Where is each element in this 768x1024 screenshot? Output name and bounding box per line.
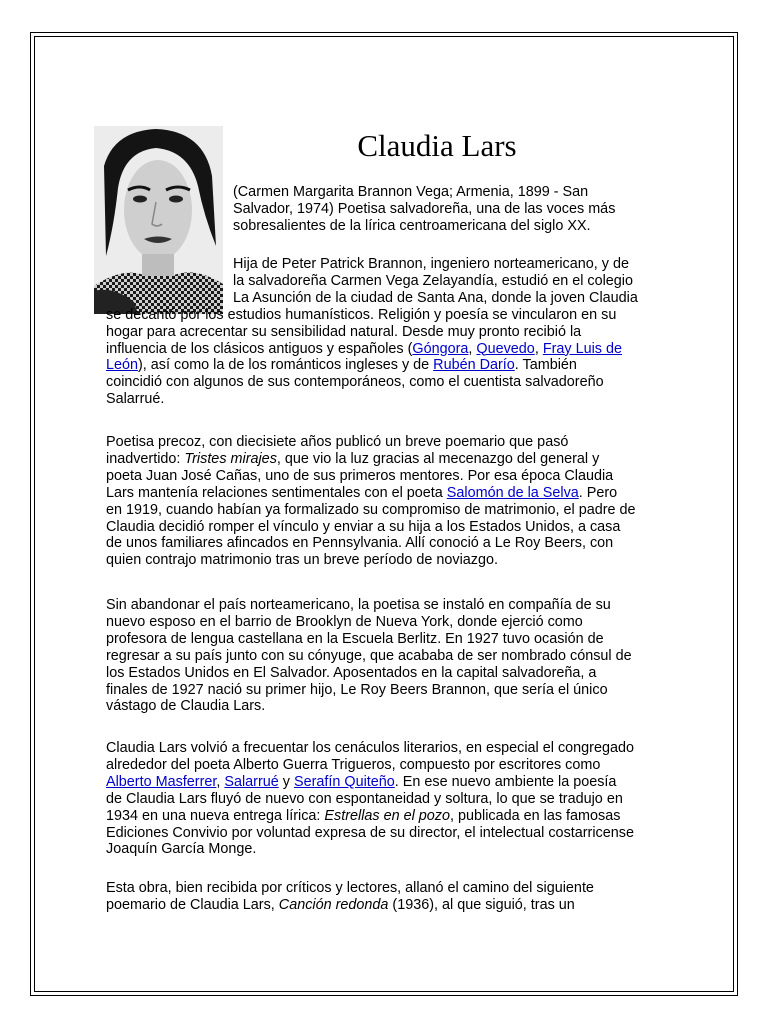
text-line: Salarrué.: [106, 391, 165, 408]
text-fragment: Lars mantenía relaciones sentimentales con el poeta: [106, 484, 447, 501]
link-alberto-masferrer[interactable]: Alberto Masferrer: [106, 773, 217, 790]
text-line: vástago de Claudia Lars.: [106, 698, 266, 715]
text-fragment: influencia de los clásicos antiguos y españoles (: [106, 340, 413, 357]
link-salarrue[interactable]: Salarrué: [224, 773, 279, 790]
link-salomon-de-la-selva[interactable]: Salomón de la Selva: [446, 484, 579, 501]
text-fragment: inadvertido:: [106, 450, 185, 467]
biography-paragraph-2: [106, 434, 661, 569]
text-fragment: ,: [216, 773, 225, 790]
text-fragment: poemario de Claudia Lars,: [106, 896, 279, 913]
text-fragment: . En ese nuevo ambiente la poesía: [394, 773, 617, 790]
text-line: hogar para acrecentar su sensibilidad natural. Desde muy pronto recibió la: [106, 323, 582, 340]
portrait-photo: [94, 126, 223, 314]
text-line: (Carmen Margarita Brannon Vega; Armenia, 1899 - San: [233, 184, 589, 200]
text-fragment: , publicada en las famosas: [450, 807, 621, 824]
text-line: los Estados Unidos en El Salvador. Aposentados en la capital salvadoreña, a: [106, 664, 597, 681]
text-line: Salvador, 1974) Poetisa salvadoreña, una de las voces más: [233, 200, 616, 217]
page-title: Claudia Lars: [357, 128, 517, 163]
text-fragment: ,: [534, 340, 543, 357]
text-line: Ediciones Convivio por voluntad expresa de su director, el intelectual costarricense: [106, 824, 634, 841]
text-line: se decantó por los estudios humanísticos. Religión y poesía se vincularon en su: [106, 306, 617, 323]
text-line: regresar a su país junto con su cónyuge, que acababa de ser nombrado cónsul de: [106, 647, 632, 664]
text-line: Sin abandonar el país norteamericano, la poetisa se instaló en compañía de su: [106, 597, 611, 613]
text-fragment: , que vio la luz gracias al mecenazgo del general y: [276, 450, 600, 467]
link-serafin-quiteno[interactable]: Serafín Quiteño: [293, 773, 395, 790]
text-line: La Asunción de la ciudad de Santa Ana, donde la joven Claudia: [233, 289, 638, 306]
text-line: Poetisa precoz, con diecisiete años publicó un breve poemario que pasó: [106, 434, 569, 450]
biography-paragraph-1-bottom: [106, 307, 661, 408]
text-fragment: . También: [514, 357, 577, 374]
text-line: Claudia Lars volvió a frecuentar los cenáculos literarios, en especial el congregado: [106, 740, 634, 756]
link-quevedo[interactable]: Quevedo: [476, 340, 535, 357]
text-line: Joaquín García Monge.: [106, 841, 257, 858]
text-line: alrededor del poeta Alberto Guerra Trigueros, compuesto por escritores como: [106, 756, 601, 773]
text-fragment: ,: [468, 340, 477, 357]
text-line: coincidió con algunos de sus contemporáneos, como el cuentista salvadoreño: [106, 374, 604, 391]
text-line: profesora de lengua castellana en la Escuela Berlitz. En 1927 tuvo ocasión de: [106, 630, 604, 647]
link-gongora[interactable]: Góngora: [412, 340, 469, 357]
book-title: Estrellas en el pozo: [324, 807, 451, 824]
link-fray-luis-de-leon-cont[interactable]: León: [106, 357, 139, 374]
text-line: quien contrajo matrimonio tras un breve período de noviazgo.: [106, 552, 498, 569]
text-line: en 1919, cuando habían ya formalizado su compromiso de matrimonio, el padre de: [106, 501, 636, 518]
intro-paragraph: [233, 184, 653, 235]
text-line: de unos familiares afincados en Pennsylvania. Allí conoció a Le Roy Beers, con: [106, 535, 614, 552]
text-line: Claudia decidió romper el vínculo y enviar a su hija a los Estados Unidos, a casa: [106, 518, 621, 535]
text-line: Hija de Peter Patrick Brannon, ingeniero norteamericano, y de: [233, 256, 629, 272]
biography-paragraph-3: [106, 597, 661, 715]
biography-paragraph-1-top: [233, 256, 653, 307]
text-line: Esta obra, bien recibida por críticos y lectores, allanó el camino del siguiente: [106, 880, 594, 896]
text-fragment: y: [278, 773, 294, 790]
book-title: Canción redonda: [278, 896, 389, 913]
text-line: finales de 1927 nació su primer hijo, Le Roy Beers Brannon, que sería el único: [106, 681, 608, 698]
book-title: Tristes mirajes: [184, 450, 277, 467]
text-line: la salvadoreña Carmen Vega Zelayandía, estudió en el colegio: [233, 272, 634, 289]
link-ruben-dario[interactable]: Rubén Darío: [433, 357, 515, 374]
text-line: de Claudia Lars fluyó de nuevo con espontaneidad y soltura, lo que se tradujo en: [106, 790, 623, 807]
text-fragment: . Pero: [578, 484, 618, 501]
text-line: nuevo esposo en el barrio de Brooklyn de Nueva York, donde ejerció como: [106, 613, 583, 630]
text-fragment: ), así como la de los románticos ingleses y de: [138, 357, 434, 374]
link-fray-luis-de-leon[interactable]: Fray Luis de: [542, 340, 622, 357]
text-line: poeta Juan José Cañas, uno de sus primeros mentores. Por esa época Claudia: [106, 467, 614, 484]
text-fragment: (1936), al que siguió, tras un: [388, 896, 575, 913]
text-line: sobresalientes de la lírica centroamericana del siglo XX.: [233, 217, 591, 234]
biography-paragraph-5: [106, 880, 661, 914]
biography-paragraph-4: [106, 740, 661, 858]
text-fragment: 1934 en una nueva entrega lírica:: [106, 807, 325, 824]
